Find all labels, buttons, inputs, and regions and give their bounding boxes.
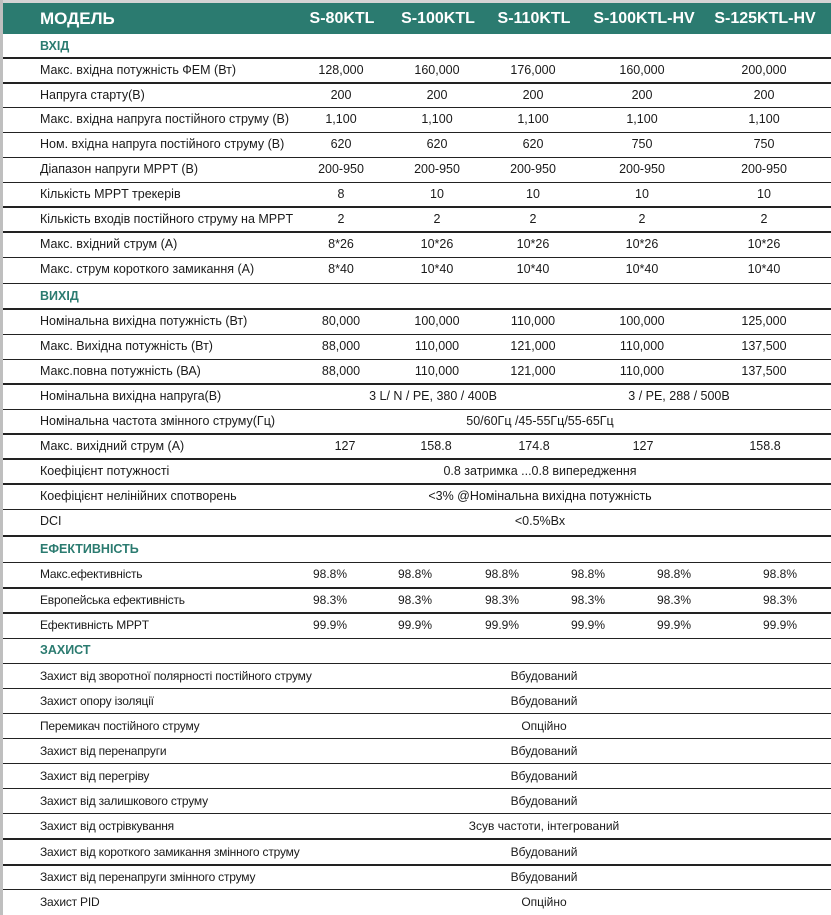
table-row <box>3 334 831 359</box>
table-row <box>3 107 831 132</box>
row-label: Номінальна частота змінного струму(Гц) <box>40 414 276 428</box>
table-row <box>3 789 831 814</box>
cell-value: 200-950 <box>414 162 460 176</box>
row-label: Діапазон напруги MPPT (В) <box>40 162 199 176</box>
section-output <box>3 284 831 309</box>
merged-cell-value: 50/60Гц /45-55Гц/55-65Гц <box>466 414 614 428</box>
table-row <box>3 359 831 384</box>
merged-cell-value: 3 L/ N / PE, 380 / 400В <box>369 389 497 403</box>
cell-value: 2 <box>760 212 768 226</box>
cell-value: 127 <box>334 439 356 453</box>
cell-value: 10 <box>526 187 540 201</box>
cell-value: 750 <box>631 137 653 151</box>
cell-value: 88,000 <box>321 339 361 353</box>
cell-value: 98.8% <box>570 567 606 581</box>
row-label: Коефіцієнт потужності <box>40 464 170 478</box>
cell-value: 98.3% <box>397 593 433 607</box>
cell-value: 98.8% <box>656 567 692 581</box>
cell-value: 200-950 <box>619 162 665 176</box>
row-label: Захист опору ізоляції <box>40 694 154 708</box>
merged-cell-value: Вбудований <box>510 694 578 708</box>
cell-value: 10*40 <box>420 262 454 276</box>
merged-cell-value: Вбудований <box>510 845 578 859</box>
cell-value: 174.8 <box>518 439 550 453</box>
cell-value: 8 <box>337 187 345 201</box>
cell-value: 10 <box>757 187 771 201</box>
table-row <box>3 689 831 714</box>
cell-value: 8*26 <box>328 237 354 251</box>
row-label: Номінальна вихідна напруга(В) <box>40 389 222 403</box>
row-label: Кількість входів постійного струму на MPPT <box>40 212 294 226</box>
cell-value: 200,000 <box>741 63 787 77</box>
row-label: Макс. вхідна напруга постійного струму (В) <box>40 112 290 126</box>
cell-value: 98.3% <box>570 593 606 607</box>
merged-cell-value: Опційно <box>521 719 567 733</box>
cell-value: 10*40 <box>516 262 550 276</box>
cell-value: 110,000 <box>619 364 665 378</box>
cell-value: 620 <box>426 137 448 151</box>
table-row <box>3 132 831 157</box>
cell-value: 10*26 <box>747 237 781 251</box>
cell-value: 98.3% <box>762 593 798 607</box>
cell-value: 110,000 <box>414 339 460 353</box>
row-label: Напруга старту(В) <box>40 88 145 102</box>
table-row <box>3 890 831 915</box>
cell-value: 1,100 <box>626 112 658 126</box>
table-row <box>3 714 831 739</box>
cell-value: 158.8 <box>749 439 781 453</box>
cell-value: 158.8 <box>420 439 452 453</box>
cell-value: 1,100 <box>748 112 780 126</box>
cell-value: 99.9% <box>397 618 433 632</box>
table-row <box>3 257 831 282</box>
table-row <box>3 613 831 638</box>
row-label: Перемикач постійного струму <box>40 719 200 733</box>
merged-cell-value: Опційно <box>521 895 567 909</box>
row-label: Европейська ефективність <box>40 593 185 607</box>
table-row <box>3 434 831 459</box>
table-row <box>3 664 831 689</box>
cell-value: 1,100 <box>421 112 453 126</box>
cell-value: 98.8% <box>484 567 520 581</box>
table-row <box>3 840 831 865</box>
cell-value: 99.9% <box>484 618 520 632</box>
table-row <box>3 484 831 509</box>
cell-value: 10*26 <box>420 237 454 251</box>
row-label: Коефіцієнт нелінійних спотворень <box>40 489 237 503</box>
table-row <box>3 509 831 534</box>
model-s-110ktl: S-110KTL <box>497 10 571 27</box>
merged-cell-value: <0.5%Вх <box>514 514 566 528</box>
table-row <box>3 764 831 789</box>
cell-value: 99.9% <box>762 618 798 632</box>
merged-cell-value: <3% @Номінальна вихідна потужність <box>428 489 652 503</box>
section-title: ВИХІД <box>40 289 79 303</box>
cell-value: 127 <box>632 439 654 453</box>
row-label: Макс. вхідна потужність ФЕМ (Вт) <box>40 63 237 77</box>
row-label: Захист від зворотної полярності постійного струму <box>40 669 312 683</box>
model-s-100ktl: S-100KTL <box>401 10 475 27</box>
table-row <box>3 459 831 484</box>
row-label: Номінальна вихідна потужність (Вт) <box>40 314 248 328</box>
section-input <box>3 34 831 59</box>
table-row <box>3 562 831 587</box>
cell-value: 10 <box>635 187 649 201</box>
merged-cell-value: Вбудований <box>510 870 578 884</box>
model-s-80ktl: S-80KTL <box>309 10 375 27</box>
table-row <box>3 865 831 890</box>
cell-value: 98.8% <box>762 567 798 581</box>
section-protection <box>3 638 831 663</box>
cell-value: 10*26 <box>516 237 550 251</box>
cell-value: 10*40 <box>625 262 659 276</box>
section-efficiency <box>3 537 831 562</box>
table-row <box>3 232 831 257</box>
table-row <box>3 157 831 182</box>
cell-value: 137,500 <box>741 364 787 378</box>
cell-value: 10*26 <box>625 237 659 251</box>
row-label: Захист від короткого замикання змінного струму <box>40 845 300 859</box>
cell-value: 80,000 <box>321 314 361 328</box>
merged-cell-value: Зсув частоти, інтегрований <box>468 819 620 833</box>
table-row <box>3 384 831 409</box>
cell-value: 100,000 <box>619 314 665 328</box>
merged-cell-value: Вбудований <box>510 794 578 808</box>
table-row <box>3 739 831 764</box>
cell-value: 200 <box>330 88 352 102</box>
cell-value: 110,000 <box>414 364 460 378</box>
table-row <box>3 309 831 334</box>
row-label: Захист від перенапруги <box>40 744 167 758</box>
table-row <box>3 83 831 108</box>
cell-value: 98.3% <box>484 593 520 607</box>
cell-value: 620 <box>330 137 352 151</box>
section-title: ВХІД <box>40 39 70 53</box>
table-row <box>3 588 831 613</box>
cell-value: 98.8% <box>397 567 433 581</box>
model-s-100ktl-hv: S-100KTL-HV <box>593 10 695 27</box>
row-label: Захист від залишкового струму <box>40 794 208 808</box>
cell-value: 99.9% <box>656 618 692 632</box>
row-label: Макс.ефективність <box>40 567 143 581</box>
table-row <box>3 814 831 839</box>
cell-value: 98.3% <box>312 593 348 607</box>
cell-value: 160,000 <box>414 63 460 77</box>
cell-value: 176,000 <box>510 63 556 77</box>
model-s-125ktl-hv: S-125KTL-HV <box>714 10 816 27</box>
cell-value: 8*40 <box>328 262 354 276</box>
row-label: Захист від перенапруги змінного струму <box>40 870 256 884</box>
cell-value: 620 <box>522 137 544 151</box>
cell-value: 99.9% <box>570 618 606 632</box>
cell-value: 110,000 <box>619 339 665 353</box>
row-label: Кількість MPPT трекерів <box>40 187 181 201</box>
row-label: Макс.повна потужність (ВА) <box>40 364 201 378</box>
row-label: Захист PID <box>40 895 100 909</box>
cell-value: 110,000 <box>510 314 556 328</box>
cell-value: 98.8% <box>312 567 348 581</box>
row-label: Макс. струм короткого замикання (А) <box>40 262 255 276</box>
cell-value: 125,000 <box>741 314 787 328</box>
table-row <box>3 58 831 83</box>
cell-value: 10 <box>430 187 444 201</box>
cell-value: 1,100 <box>325 112 357 126</box>
cell-value: 200 <box>426 88 448 102</box>
cell-value: 160,000 <box>619 63 665 77</box>
row-label: DCI <box>40 514 62 528</box>
cell-value: 200-950 <box>318 162 364 176</box>
merged-cell-value: 0.8 затримка ...0.8 випередження <box>443 464 637 478</box>
model-column-header: МОДЕЛЬ <box>40 9 115 28</box>
cell-value: 200 <box>522 88 544 102</box>
row-label: Макс. Вихідна потужність (Вт) <box>40 339 213 353</box>
cell-value: 200-950 <box>510 162 556 176</box>
merged-cell-value: Вбудований <box>510 669 578 683</box>
cell-value: 99.9% <box>312 618 348 632</box>
row-label: Ном. вхідна напруга постійного струму (В) <box>40 137 285 151</box>
cell-value: 137,500 <box>741 339 787 353</box>
cell-value: 128,000 <box>318 63 364 77</box>
cell-value: 750 <box>753 137 775 151</box>
cell-value: 100,000 <box>414 314 460 328</box>
row-label: Макс. вихідний струм (А) <box>40 439 185 453</box>
row-label: Макс. вхідний струм (А) <box>40 237 178 251</box>
row-label: Захист від острівкування <box>40 819 174 833</box>
cell-value: 200 <box>631 88 653 102</box>
cell-value: 121,000 <box>510 339 556 353</box>
cell-value: 2 <box>638 212 646 226</box>
cell-value: 1,100 <box>517 112 549 126</box>
cell-value: 200 <box>753 88 775 102</box>
cell-value: 98.3% <box>656 593 692 607</box>
cell-value: 2 <box>433 212 441 226</box>
cell-value: 88,000 <box>321 364 361 378</box>
merged-cell-value: 3 / PE, 288 / 500В <box>628 389 730 403</box>
cell-value: 10*40 <box>747 262 781 276</box>
table-row <box>3 207 831 232</box>
cell-value: 200-950 <box>741 162 787 176</box>
section-title: ЗАХИСТ <box>40 643 91 657</box>
cell-value: 2 <box>337 212 345 226</box>
cell-value: 121,000 <box>510 364 556 378</box>
row-label: Захист від перегріву <box>40 769 150 783</box>
table-row <box>3 409 831 434</box>
table-row <box>3 182 831 207</box>
cell-value: 2 <box>529 212 537 226</box>
merged-cell-value: Вбудований <box>510 744 578 758</box>
section-title: ЕФЕКТИВНІСТЬ <box>40 542 139 556</box>
merged-cell-value: Вбудований <box>510 769 578 783</box>
table-header <box>3 3 831 34</box>
row-label: Ефективність MPPT <box>40 618 149 632</box>
